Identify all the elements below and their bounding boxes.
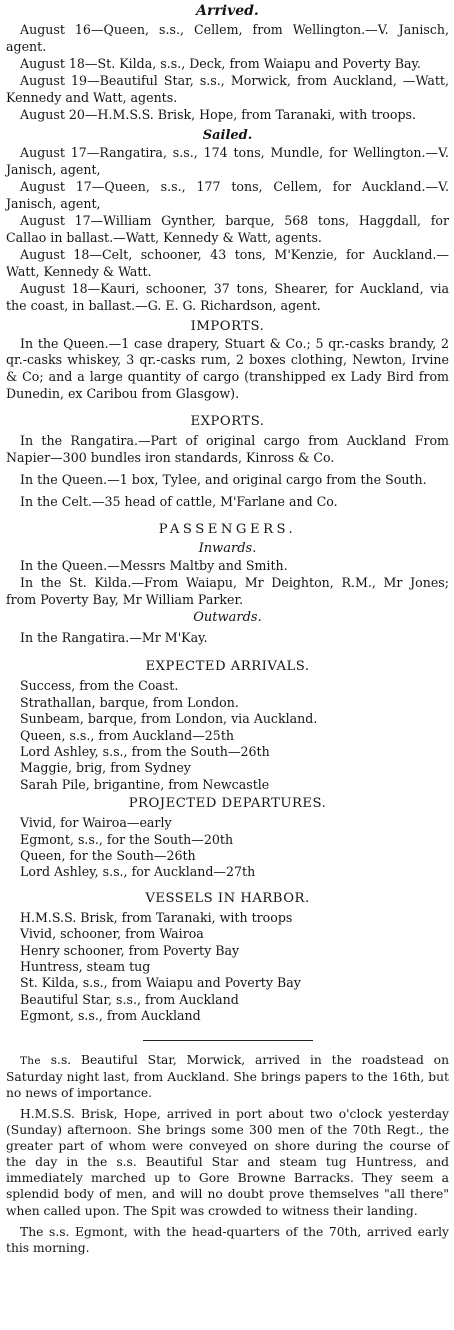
sailed-entry: August 17—William Gynther, barque, 568 tons, Haggdall, for Callao in ballast.—Watt, Kennedy & Watt, agents. [6,213,449,245]
arrived-heading: Arrived. [196,3,259,19]
sailed-section [6,126,449,314]
local-news-section [6,1052,449,1256]
imports-section [6,317,449,404]
news-text: s.s. Beautiful Star, Morwick, arrived in the roadstead on Saturday night last, from Auckland. She brings papers to the 16th, but no news of importance. [6,1052,449,1100]
inwards-heading: Inwards. [198,540,257,556]
section-divider [143,1040,313,1041]
harbor-vessel-item: Huntress, steam tug [20,959,151,975]
expected-arrival-item: Sunbeam, barque, from London, via Auckland. [20,711,318,727]
passengers-heading: PASSENGERS. [158,521,297,537]
sailed-entry: August 17—Queen, s.s., 177 tons, Cellem, for Auckland.—V. Janisch, agent, [6,179,449,212]
expected-arrivals-heading: EXPECTED ARRIVALS. [145,659,310,675]
vessels-in-harbor-section [6,889,449,1025]
projected-departure-item: Queen, for the South—26th [20,848,196,864]
expected-arrival-item: Strathallan, barque, from London. [20,694,239,710]
news-paragraph [6,1052,449,1101]
expected-arrival-item: Success, from the Coast. [20,678,179,694]
arrived-entry: August 18—St. Kilda, s.s., Deck, from Waiapu and Poverty Bay. [20,55,421,71]
news-text: The s.s. Egmont, with the head-quarters of the 70th, arrived early this morning. [6,1224,449,1255]
arrived-entry: August 19—Beautiful Star, s.s., Morwick, from Auckland, —Watt, Kennedy and Watt, agents. [6,72,449,105]
outwards-heading: Outwards. [193,610,262,626]
harbor-vessel-item: St. Kilda, s.s., from Waiapu and Poverty Bay [20,975,301,991]
projected-departure-item: Vivid, for Wairoa—early [20,815,172,831]
exports-entry: In the Rangatira.—Part of original cargo from Auckland From Napier—300 bundles iron standards, Kinross & Co. [6,433,449,466]
projected-departure-item: Lord Ashley, s.s., for Auckland—27th [20,864,256,880]
harbor-vessel-item: H.M.S.S. Brisk, from Taranaki, with troops [20,909,293,925]
projected-departures-section [6,794,449,881]
expected-arrival-item: Sarah Pile, brigantine, from Newcastle [20,776,270,792]
arrived-entry: August 20—H.M.S.S. Brisk, Hope, from Taranaki, with troops. [20,106,416,122]
sailed-entry: August 17—Rangatira, s.s., 174 tons, Mundle, for Wellington.—V. Janisch, agent, [6,145,449,178]
projected-departure-item: Egmont, s.s., for the South—20th [20,831,234,847]
expected-arrival-item: Maggie, brig, from Sydney [20,760,191,776]
inwards-entry: In the St. Kilda.—From Waiapu, Mr Deighton, R.M., Mr Jones; from Poverty Bay, Mr William Parker. [6,574,449,607]
arrived-entry: August 16—Queen, s.s., Cellem, from Wellington.—V. Janisch, agent. [6,22,449,54]
imports-entry: In the Queen.—1 case drapery, Stuart & Co.; 5 qr.-casks brandy, 2 qr.-casks whiskey, 3 qr.-casks rum, 2 boxes clothing, Newton, Irvine & Co; and a large quantity of cargo (transhipped ex Lady Bird from Dunedin, ex Caribou from Glasgow). [6,335,449,402]
sailed-heading: Sailed. [202,128,253,144]
projected-departures-heading: PROJECTED DEPARTURES. [128,796,327,812]
harbor-vessel-item: Henry schooner, from Poverty Bay [20,942,240,958]
sailed-entry: August 18—Celt, schooner, 43 tons, M'Kenzie, for Auckland.—Watt, Kennedy & Watt. [6,246,449,279]
arrived-section [6,0,449,123]
imports-heading: IMPORTS. [190,318,265,334]
news-paragraph [6,1224,449,1256]
expected-arrival-item: Lord Ashley, s.s., from the South—26th [20,744,270,759]
sailed-entry: August 18—Kauri, schooner, 37 tons, Shearer, for Auckland, via the coast, in ballast.—G. E. G. Richardson, agent. [6,280,449,313]
vessels-in-harbor-heading: VESSELS IN HARBOR. [145,890,310,906]
exports-entry: In the Celt.—35 head of cattle, M'Farlane and Co. [20,493,338,509]
outwards-entry: In the Rangatira.—Mr M'Kay. [20,630,208,646]
passengers-section [6,520,449,648]
harbor-vessel-item: Egmont, s.s., from Auckland [20,1008,201,1024]
harbor-vessel-item: Beautiful Star, s.s., from Auckland [20,991,239,1007]
expected-arrivals-section [6,657,449,793]
harbor-vessel-item: Vivid, schooner, from Wairoa [20,926,204,942]
news-lead-word: The [20,1054,41,1067]
news-paragraph [6,1106,449,1219]
exports-entry: In the Queen.—1 box, Tylee, and original cargo from the South. [20,471,427,487]
expected-arrival-item: Queen, s.s., from Auckland—25th [20,727,234,743]
exports-section [6,412,449,511]
news-text: H.M.S.S. Brisk, Hope, arrived in port about two o'clock yesterday (Sunday) afternoon. She brings some 300 men of the 70th Regt., the greater part of whom were conveyed on shore during the course of the day in the s.s. Beautiful Star and steam tug Huntress, and immediately marched up to Gore Browne Barracks. They seem a splendid body of men, and will no doubt prove themselves "all there" when called upon. The Spit was crowded to witness their landing. [6,1106,449,1218]
exports-heading: EXPORTS. [190,414,265,430]
inwards-entry: In the Queen.—Messrs Maltby and Smith. [20,557,288,573]
